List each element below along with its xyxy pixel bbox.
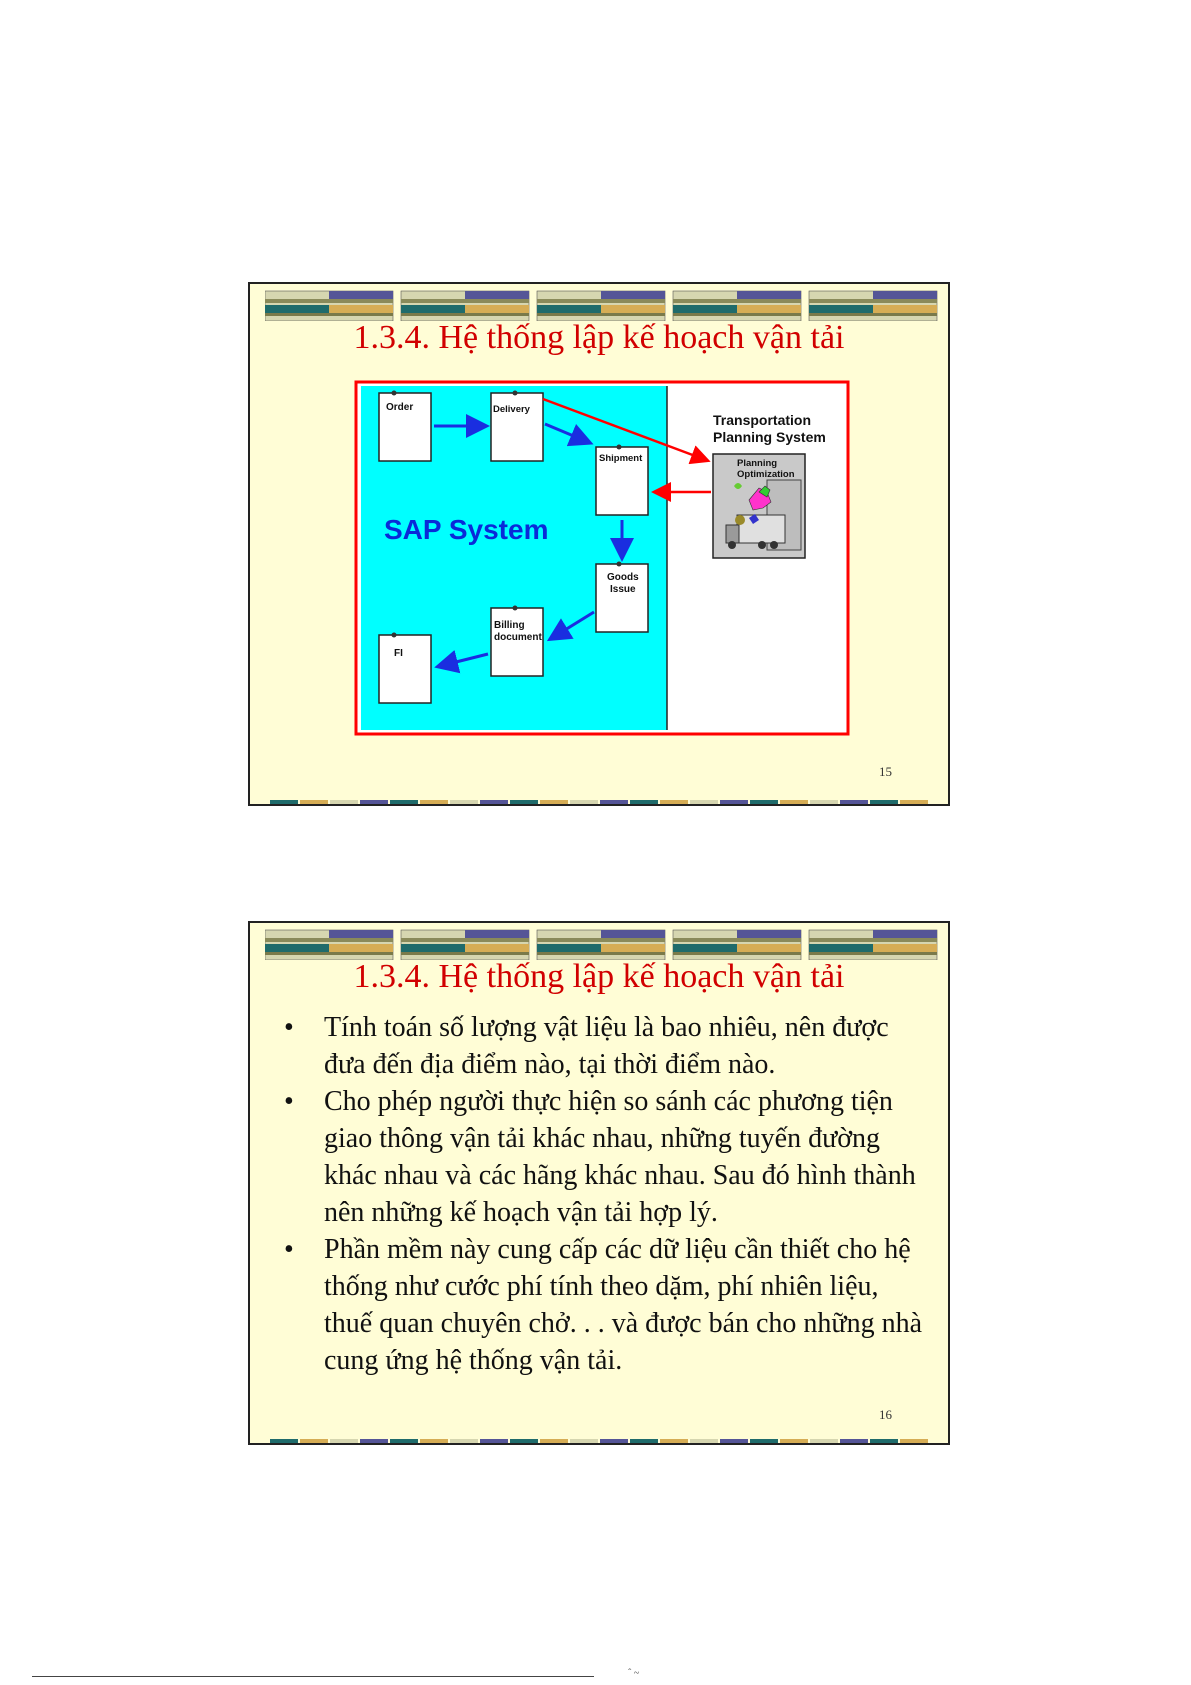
footer-segment: [900, 800, 928, 804]
doc-billing-label-2: document: [494, 632, 542, 643]
footer-segment: [750, 1439, 778, 1443]
footer-segment: [330, 800, 358, 804]
bullet-item: • Cho phép người thực hiện so sánh các phương tiện giao thông vận tải khác nhau, những tuyến đường khác nhau và các hãng khác nhau. Sau đó hình thành nên những kế hoạch vận tải hợp lý.: [278, 1083, 928, 1231]
footer-segment: [870, 800, 898, 804]
footer-segment: [810, 800, 838, 804]
footer-segment: [300, 1439, 328, 1443]
footer-segment: [510, 1439, 538, 1443]
sap-process-diagram: [354, 380, 850, 736]
footer-segment: [360, 1439, 388, 1443]
footer-segment: [570, 800, 598, 804]
footer-segment: [660, 800, 688, 804]
doc-delivery: [491, 391, 543, 462]
footer-segment: [900, 1439, 928, 1443]
slide-title: 1.3.4. Hệ thống lập kế hoạch vận tải: [353, 319, 845, 356]
footer-segment: [360, 800, 388, 804]
bullet-item: • Phần mềm này cung cấp các dữ liệu cần thiết cho hệ thống như cước phí tính theo dặm, phí nhiên liệu, thuế quan chuyên chở. . . và được bán cho những nhà cung ứng hệ thống vận tải.: [278, 1231, 928, 1379]
doc-order-label: Order: [386, 402, 414, 413]
tps-label-line2: Planning System: [713, 429, 826, 445]
doc-fi-label: FI: [394, 648, 403, 659]
footer-segment: [510, 800, 538, 804]
slide-footer-decoration: [270, 1439, 930, 1443]
sap-system-label: SAP System: [384, 514, 549, 545]
doc-goods-label-2: Issue: [610, 584, 636, 595]
footer-segment: [720, 1439, 748, 1443]
page-number: 16: [879, 1407, 892, 1422]
footer-segment: [450, 800, 478, 804]
footer-segment: [390, 1439, 418, 1443]
planning-label-line1: Planning: [737, 458, 778, 469]
bullet-item: • Tính toán số lượng vật liệu là bao nhiêu, nên được đưa đến địa điểm nào, tại thời điểm nào.: [278, 1009, 928, 1083]
slide-15: [248, 282, 950, 806]
footer-segment: [270, 1439, 298, 1443]
header-block: [265, 930, 393, 960]
slide-footer-decoration: [270, 800, 930, 804]
footer-segment: [450, 1439, 478, 1443]
footer-segment: [540, 800, 568, 804]
footer-segment: [780, 800, 808, 804]
footer-segment: [600, 1439, 628, 1443]
header-block: [673, 291, 801, 321]
footer-segment: [840, 800, 868, 804]
doc-shipment-label: Shipment: [599, 453, 643, 464]
header-block: [537, 930, 665, 960]
slide-header-decoration: [265, 928, 945, 960]
header-block: [673, 930, 801, 960]
header-block: [265, 291, 393, 321]
footer-segment: [270, 800, 298, 804]
doc-delivery-label: Delivery: [493, 404, 530, 415]
footer-segment: [390, 800, 418, 804]
footer-segment: [480, 1439, 508, 1443]
footer-segment: [840, 1439, 868, 1443]
footer-segment: [810, 1439, 838, 1443]
footer-segment: [630, 1439, 658, 1443]
footer-segment: [570, 1439, 598, 1443]
slide-title: 1.3.4. Hệ thống lập kế hoạch vận tải: [353, 958, 845, 995]
footer-segment: [690, 1439, 718, 1443]
footer-segment: [300, 800, 328, 804]
footer-segment: [750, 800, 778, 804]
footer-segment: [420, 800, 448, 804]
footer-segment: [660, 1439, 688, 1443]
header-block: [401, 291, 529, 321]
footer-segment: [720, 800, 748, 804]
tps-label-line1: Transportation: [713, 412, 812, 428]
footer-segment: [780, 1439, 808, 1443]
footer-segment: [630, 800, 658, 804]
page-footer-text: ˆ ~: [628, 1668, 640, 1679]
slide-16: [248, 921, 950, 1445]
footer-segment: [420, 1439, 448, 1443]
header-block: [401, 930, 529, 960]
slide-header-decoration: [265, 289, 945, 321]
planning-label-line2: Optimization: [737, 469, 795, 480]
header-block: [809, 930, 937, 960]
bullet-list: [278, 1009, 928, 1379]
header-block: [809, 291, 937, 321]
planning-label: [737, 458, 795, 480]
header-block: [537, 291, 665, 321]
page-footer-line: [32, 1676, 594, 1677]
footer-segment: [870, 1439, 898, 1443]
footer-segment: [480, 800, 508, 804]
footer-segment: [540, 1439, 568, 1443]
footer-segment: [690, 800, 718, 804]
doc-goods-label-1: Goods: [607, 572, 639, 583]
footer-segment: [600, 800, 628, 804]
tps-label: [713, 412, 853, 446]
doc-billing-label-1: Billing: [494, 620, 525, 631]
footer-segment: [330, 1439, 358, 1443]
page-number: 15: [879, 764, 892, 779]
doc-fi: [379, 633, 431, 704]
